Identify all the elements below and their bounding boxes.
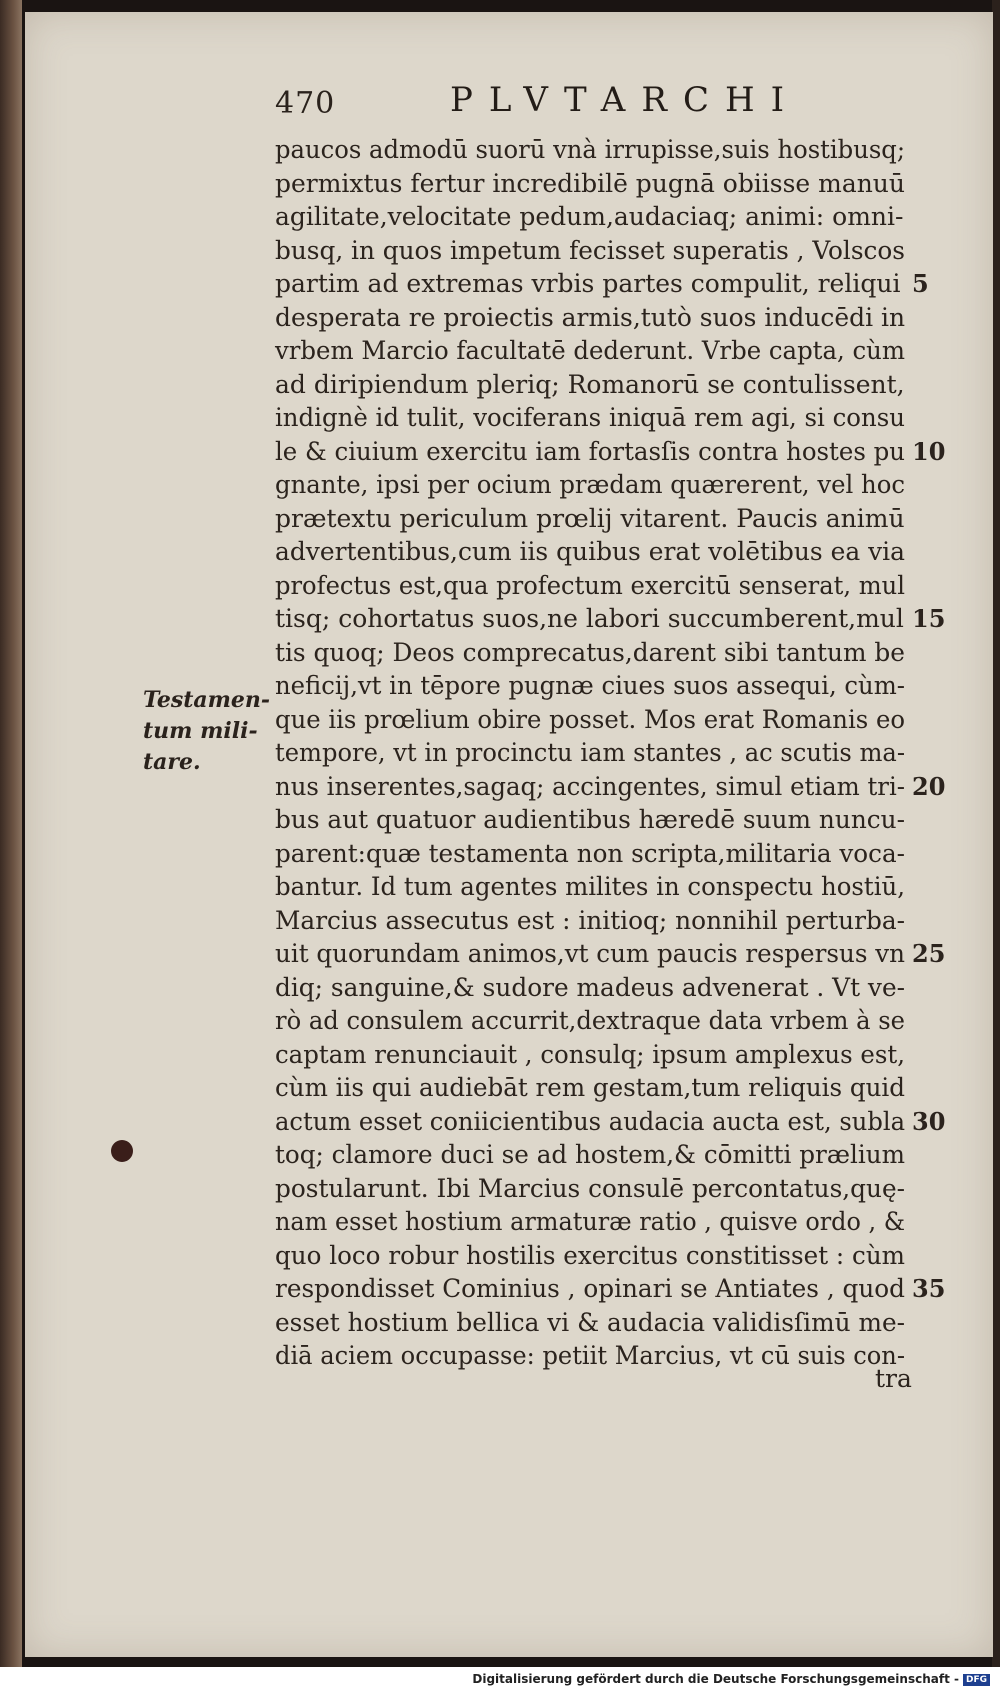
- marginal-note-line: tum mili-: [143, 718, 258, 744]
- text-line-content: tempore, vt in procinctu iam stantes , ac scutis ma-: [275, 738, 905, 767]
- text-line: [275, 1004, 935, 1038]
- text-line-content: postularunt. Ibi Marcius consulē percontatus,quę-: [275, 1173, 905, 1203]
- text-line-content: cùm iis qui audiebāt rem gestam,tum reliquis quid: [275, 1073, 905, 1102]
- text-line: [275, 703, 935, 737]
- ink-blot: [111, 1140, 133, 1162]
- text-line: [275, 1138, 935, 1172]
- text-line: [275, 937, 946, 971]
- text-line: [275, 167, 935, 201]
- book-gutter: [0, 0, 22, 1667]
- text-line: [275, 636, 935, 670]
- page-header: [275, 80, 835, 130]
- text-line: [275, 1239, 935, 1273]
- text-line: [275, 1071, 935, 1105]
- line-number: 35: [912, 1274, 946, 1303]
- text-line: [275, 870, 935, 904]
- text-line: [275, 502, 935, 536]
- text-line-content: busq, in quos impetum fecisset superatis , Volscos: [275, 235, 905, 265]
- text-line: [275, 1105, 946, 1139]
- text-line-content: indignè id tulit, vociferans iniquā rem agi, si consu: [275, 403, 905, 432]
- text-line-content: vrbem Marcio facultatē dederunt. Vrbe capta, cùm: [275, 336, 905, 365]
- body-text: [275, 133, 946, 1373]
- text-line: [275, 334, 935, 368]
- text-line-content: diā aciem occupasse: petiit Marcius, vt cū suis con-: [275, 1341, 905, 1370]
- marginal-note: [143, 685, 271, 778]
- text-line-content: gnante, ipsi per ocium prædam quærerent, vel hoc: [275, 470, 905, 499]
- text-line: [275, 1306, 935, 1340]
- text-line: [275, 1038, 935, 1072]
- text-line: [275, 602, 946, 636]
- text-line: [275, 770, 946, 804]
- text-line: [275, 200, 935, 234]
- text-line-content: parent:quæ testamenta non scripta,militaria voca-: [275, 838, 905, 868]
- line-number: 15: [912, 604, 946, 633]
- text-line: [275, 435, 946, 469]
- text-line-content: desperata re proiectis armis,tutò suos inducēdi in: [275, 302, 905, 332]
- text-line-content: partim ad extremas vrbis partes compulit, reliqui: [275, 269, 901, 298]
- text-line: [275, 234, 935, 268]
- line-number: 10: [912, 436, 946, 466]
- text-line: [275, 904, 935, 938]
- running-head: PLVTARCHI: [450, 80, 801, 120]
- text-line-content: Marcius assecutus est : initioq; nonnihil perturba-: [275, 905, 905, 935]
- line-number: 25: [912, 939, 946, 968]
- text-line-content: quo loco robur hostilis exercitus constitisset : cùm: [275, 1240, 905, 1270]
- text-line-content: bus aut quatuor audientibus hæredē suum nuncu-: [275, 805, 905, 834]
- text-line: [275, 133, 935, 167]
- text-line: [275, 535, 935, 569]
- text-line-content: prætextu periculum prœlij vitarent. Paucis animū: [275, 503, 905, 533]
- text-line-content: nam esset hostium armaturæ ratio , quisve ordo , &: [275, 1207, 905, 1236]
- text-line-content: le & ciuium exercitu iam fortasſis contra hostes pu: [275, 436, 905, 466]
- line-number: 30: [912, 1106, 946, 1136]
- text-line-content: permixtus fertur incredibilē pugnā obiisse manuū: [275, 168, 905, 198]
- text-line-content: diq; sanguine,& sudore madeus advenerat . Vt ve-: [275, 972, 905, 1002]
- text-line: [275, 1205, 935, 1239]
- text-line: [275, 401, 935, 435]
- text-line-content: esset hostium bellica vi & audacia validisſimū me-: [275, 1307, 905, 1337]
- text-line-content: tisq; cohortatus suos,ne labori succumberent,mul: [275, 604, 904, 633]
- line-number: 5: [912, 269, 929, 298]
- text-line-content: ad diripiendum pleriq; Romanorū se contulissent,: [275, 369, 905, 399]
- text-line-content: que iis prœlium obire posset. Mos erat Romanis eo: [275, 704, 905, 734]
- text-line-content: toq; clamore duci se ad hostem,& cōmitti prælium: [275, 1140, 905, 1169]
- marginal-note-line: Testamen-: [143, 687, 271, 713]
- text-line-content: advertentibus,cum iis quibus erat volētibus ea via: [275, 537, 905, 566]
- text-line: [275, 569, 935, 603]
- text-line-content: nus inserentes,sagaq; accingentes, simul etiam tri-: [275, 771, 905, 801]
- text-line-content: neficij,vt in tēpore pugnæ ciues suos assequi, cùm-: [275, 671, 905, 700]
- footer-text: Digitalisierung gefördert durch die Deutsche Forschungsgemeinschaft -: [472, 1672, 959, 1686]
- text-line-content: captam renunciauit , consulq; ipsum amplexus est,: [275, 1039, 905, 1069]
- text-line: [275, 468, 935, 502]
- text-line: [275, 1272, 946, 1306]
- text-line-content: paucos admodū suorū vnà irrupisse,suis hostibusq;: [275, 135, 905, 164]
- text-line-content: bantur. Id tum agentes milites in conspectu hostiū,: [275, 872, 905, 901]
- text-line-content: rò ad consulem accurrit,dextraque data vrbem à se: [275, 1006, 905, 1035]
- text-line-content: actum esset coniicientibus audacia aucta est, subla: [275, 1106, 905, 1136]
- text-line: [275, 837, 935, 871]
- text-line: [275, 301, 935, 335]
- page-right-edge: [992, 0, 1000, 1667]
- text-line-content: profectus est,qua profectum exercitū senserat, mul: [275, 570, 905, 600]
- text-line: [275, 368, 935, 402]
- text-line: [275, 267, 935, 301]
- footer-credit: [0, 1672, 990, 1692]
- text-line: [275, 736, 935, 770]
- line-number: 20: [912, 771, 946, 801]
- text-line-content: respondisset Cominius , opinari se Antiates , quod: [275, 1274, 905, 1303]
- text-line-content: uit quorundam animos,vt cum paucis respersus vn: [275, 939, 905, 968]
- text-line-content: tis quoq; Deos comprecatus,darent sibi tantum be: [275, 637, 905, 667]
- text-line: [275, 669, 935, 703]
- dfg-logo: DFG: [963, 1674, 990, 1686]
- text-line: [275, 1172, 935, 1206]
- marginal-note-line: tare.: [143, 749, 201, 775]
- catchword: tra: [875, 1364, 912, 1393]
- text-line: [275, 971, 935, 1005]
- text-line: [275, 1339, 935, 1373]
- text-line: [275, 803, 935, 837]
- page-number: 470: [275, 86, 336, 121]
- text-line-content: agilitate,velocitate pedum,audaciaq; animi: omni-: [275, 202, 904, 231]
